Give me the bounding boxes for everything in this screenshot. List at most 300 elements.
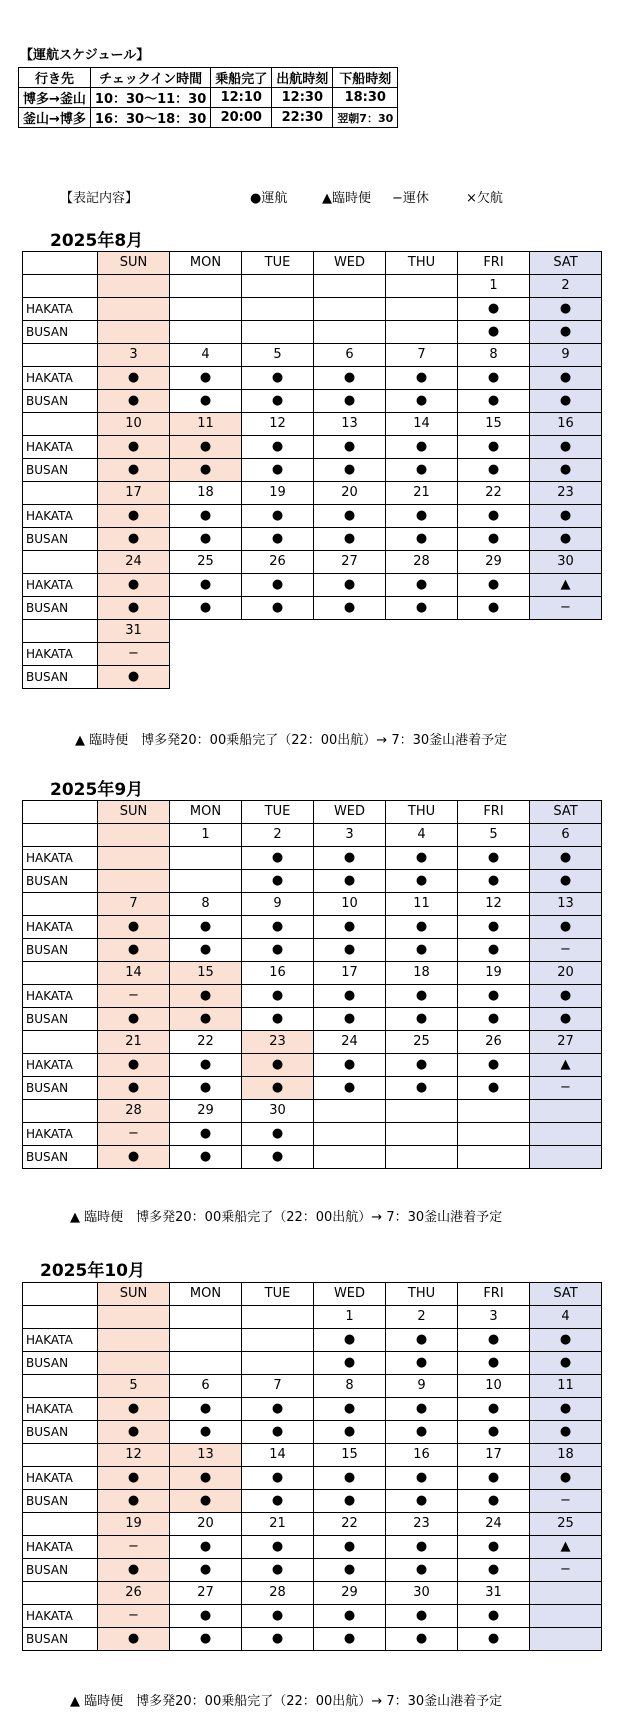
date-cell: 27 — [170, 1582, 242, 1605]
hakata-status-cell: ● — [386, 367, 458, 390]
date-cell: 29 — [458, 551, 530, 574]
route-label: HAKATA — [23, 1329, 98, 1352]
hakata-status-cell — [386, 298, 458, 321]
busan-status-cell: ● — [386, 1490, 458, 1513]
busan-status-cell: ● — [458, 870, 530, 893]
busan-row — [23, 1008, 602, 1031]
route-label: HAKATA — [23, 574, 98, 597]
busan-status-cell: ● — [458, 528, 530, 551]
hakata-status-cell: ▲ — [530, 1536, 602, 1559]
hakata-status-cell — [530, 1123, 602, 1146]
hakata-status-cell: ● — [386, 1536, 458, 1559]
date-cell: 7 — [242, 1375, 314, 1398]
busan-status-cell — [530, 1628, 602, 1651]
date-cell: 11 — [170, 413, 242, 436]
date-row — [23, 551, 602, 574]
date-cell: 1 — [458, 275, 530, 298]
date-cell: 28 — [98, 1100, 170, 1123]
hakata-status-cell: ● — [314, 367, 386, 390]
hakata-row — [23, 436, 602, 459]
busan-status-cell: ● — [314, 459, 386, 482]
busan-status-cell: ● — [314, 390, 386, 413]
hakata-row — [23, 643, 602, 666]
busan-status-cell — [314, 1146, 386, 1169]
hakata-status-cell — [242, 298, 314, 321]
date-cell: 16 — [386, 1444, 458, 1467]
empty-cell — [242, 666, 314, 689]
weekday-header: SUN — [98, 1283, 170, 1306]
hakata-status-cell: ● — [314, 574, 386, 597]
route-label: HAKATA — [23, 916, 98, 939]
busan-status-cell: ● — [386, 597, 458, 620]
date-cell: 20 — [314, 482, 386, 505]
weekday-header: FRI — [458, 252, 530, 275]
busan-status-cell: ● — [314, 1352, 386, 1375]
hakata-status-cell: ● — [530, 1329, 602, 1352]
weekday-header: SUN — [98, 801, 170, 824]
weekday-header: MON — [170, 1283, 242, 1306]
busan-status-cell: ● — [314, 870, 386, 893]
busan-row — [23, 870, 602, 893]
hakata-status-cell: ● — [386, 1329, 458, 1352]
hakata-row — [23, 574, 602, 597]
date-row — [23, 413, 602, 436]
schedule-cell: 釜山→博多 — [19, 108, 91, 128]
corner-cell — [23, 620, 98, 643]
hakata-status-cell: ● — [458, 1398, 530, 1421]
busan-status-cell: ● — [314, 597, 386, 620]
date-cell: 19 — [242, 482, 314, 505]
weekday-header: MON — [170, 252, 242, 275]
busan-status-cell — [242, 1352, 314, 1375]
hakata-status-cell: ● — [170, 985, 242, 1008]
hakata-status-cell: ● — [98, 916, 170, 939]
busan-status-cell — [170, 321, 242, 344]
hakata-status-cell: ● — [314, 436, 386, 459]
busan-status-cell: ● — [458, 939, 530, 962]
date-cell: 27 — [530, 1031, 602, 1054]
date-cell: 19 — [98, 1513, 170, 1536]
date-cell: 5 — [458, 824, 530, 847]
calendar-august — [22, 251, 602, 689]
busan-status-cell — [314, 321, 386, 344]
schedule-header-cell: チェックイン時間 — [90, 68, 210, 88]
hakata-row — [23, 916, 602, 939]
date-cell: 7 — [98, 893, 170, 916]
date-cell: 15 — [170, 962, 242, 985]
busan-status-cell: ● — [242, 1559, 314, 1582]
route-label: BUSAN — [23, 666, 98, 689]
date-cell: 17 — [458, 1444, 530, 1467]
busan-status-cell: ● — [242, 1008, 314, 1031]
busan-status-cell: ● — [98, 1077, 170, 1100]
route-label: BUSAN — [23, 1077, 98, 1100]
calendar-note: ▲ 臨時便 博多発20：00乗船完了（22：00出航）→ 7：30釜山港着予定 — [75, 733, 508, 748]
busan-status-cell: ● — [242, 939, 314, 962]
calendar-note: ▲ 臨時便 博多発20：00乗船完了（22：00出航）→ 7：30釜山港着予定 — [70, 1210, 503, 1225]
busan-status-cell: ● — [386, 870, 458, 893]
hakata-status-cell: ● — [170, 916, 242, 939]
busan-status-cell: ● — [530, 1421, 602, 1444]
hakata-status-cell: ● — [530, 367, 602, 390]
date-cell: 22 — [314, 1513, 386, 1536]
busan-status-cell: ● — [386, 459, 458, 482]
empty-cell — [314, 666, 386, 689]
busan-status-cell: ● — [314, 1628, 386, 1651]
route-label: HAKATA — [23, 1536, 98, 1559]
route-label: BUSAN — [23, 1421, 98, 1444]
empty-cell — [458, 666, 530, 689]
schedule-row — [19, 88, 398, 108]
hakata-status-cell — [314, 1123, 386, 1146]
date-row — [23, 1031, 602, 1054]
busan-status-cell: ● — [386, 390, 458, 413]
busan-status-cell: ● — [530, 321, 602, 344]
empty-cell — [386, 643, 458, 666]
hakata-status-cell: ● — [530, 436, 602, 459]
month-title: 2025年9月 — [50, 780, 144, 800]
hakata-status-cell: ● — [242, 1536, 314, 1559]
busan-status-cell: ● — [98, 459, 170, 482]
busan-status-cell: ● — [170, 1490, 242, 1513]
corner-cell — [23, 1513, 98, 1536]
date-cell: 23 — [386, 1513, 458, 1536]
busan-status-cell: ● — [98, 1559, 170, 1582]
empty-cell — [242, 643, 314, 666]
date-cell: 15 — [458, 413, 530, 436]
busan-status-cell: ● — [170, 1008, 242, 1031]
hakata-row — [23, 985, 602, 1008]
route-label: HAKATA — [23, 1123, 98, 1146]
date-cell: 4 — [170, 344, 242, 367]
route-label: BUSAN — [23, 939, 98, 962]
hakata-status-cell: ● — [458, 916, 530, 939]
date-cell: 26 — [458, 1031, 530, 1054]
date-cell: 27 — [314, 551, 386, 574]
schedule-header-cell: 乗船完了 — [211, 68, 272, 88]
busan-status-cell: ● — [170, 597, 242, 620]
date-cell: 28 — [242, 1582, 314, 1605]
weekday-header: SAT — [530, 1283, 602, 1306]
busan-row — [23, 459, 602, 482]
date-cell: 13 — [530, 893, 602, 916]
date-cell: 3 — [458, 1306, 530, 1329]
hakata-status-cell: ● — [242, 436, 314, 459]
hakata-status-cell: ● — [386, 436, 458, 459]
busan-status-cell — [170, 1352, 242, 1375]
hakata-status-cell: ● — [458, 505, 530, 528]
hakata-status-cell: ● — [242, 367, 314, 390]
schedule-header-cell: 下船時刻 — [333, 68, 398, 88]
busan-status-cell: ● — [314, 1421, 386, 1444]
busan-status-cell: ● — [458, 1628, 530, 1651]
hakata-status-cell — [98, 298, 170, 321]
busan-row — [23, 597, 602, 620]
hakata-status-cell: ● — [530, 298, 602, 321]
route-label: BUSAN — [23, 321, 98, 344]
date-cell: 9 — [242, 893, 314, 916]
busan-status-cell: − — [530, 1490, 602, 1513]
hakata-row — [23, 1536, 602, 1559]
hakata-row — [23, 1467, 602, 1490]
schedule-cell: 20:00 — [211, 108, 272, 128]
hakata-status-cell: ● — [458, 298, 530, 321]
hakata-status-cell: ● — [242, 1123, 314, 1146]
hakata-status-cell: ● — [314, 1054, 386, 1077]
date-cell: 22 — [170, 1031, 242, 1054]
date-cell: 22 — [458, 482, 530, 505]
busan-status-cell: ● — [242, 1628, 314, 1651]
busan-status-cell: ● — [98, 1146, 170, 1169]
month-title: 2025年8月 — [50, 231, 144, 251]
busan-status-cell: ● — [170, 939, 242, 962]
empty-cell — [170, 620, 242, 643]
corner-cell — [23, 1031, 98, 1054]
hakata-status-cell: ● — [386, 985, 458, 1008]
busan-row — [23, 1146, 602, 1169]
corner-cell — [23, 413, 98, 436]
date-cell: 10 — [98, 413, 170, 436]
busan-status-cell: ● — [530, 1008, 602, 1031]
route-label: HAKATA — [23, 1398, 98, 1421]
busan-row — [23, 1421, 602, 1444]
hakata-row — [23, 1605, 602, 1628]
schedule-cell: 18:30 — [333, 88, 398, 108]
empty-cell — [386, 666, 458, 689]
hakata-status-cell: ● — [314, 985, 386, 1008]
date-cell: 10 — [458, 1375, 530, 1398]
date-row — [23, 1306, 602, 1329]
busan-status-cell: ● — [242, 1077, 314, 1100]
busan-status-cell: ● — [458, 1077, 530, 1100]
hakata-status-cell: ● — [530, 916, 602, 939]
hakata-status-cell: ● — [98, 505, 170, 528]
schedule-cell: 16：30〜18：30 — [90, 108, 210, 128]
busan-status-cell: ● — [170, 390, 242, 413]
hakata-status-cell: − — [98, 643, 170, 666]
busan-status-cell: − — [530, 939, 602, 962]
date-cell: 30 — [242, 1100, 314, 1123]
empty-cell — [314, 620, 386, 643]
busan-status-cell — [242, 321, 314, 344]
weekday-header: WED — [314, 801, 386, 824]
date-row — [23, 893, 602, 916]
busan-status-cell — [530, 1146, 602, 1169]
hakata-status-cell — [98, 1329, 170, 1352]
busan-row — [23, 1628, 602, 1651]
busan-status-cell: ● — [386, 1008, 458, 1031]
hakata-status-cell: ● — [386, 1605, 458, 1628]
date-cell: 15 — [314, 1444, 386, 1467]
busan-row — [23, 390, 602, 413]
hakata-status-cell: − — [98, 1536, 170, 1559]
hakata-status-cell: ● — [386, 916, 458, 939]
busan-status-cell: ● — [170, 1146, 242, 1169]
busan-status-cell: ● — [458, 1352, 530, 1375]
date-cell: 20 — [170, 1513, 242, 1536]
weekday-header: TUE — [242, 801, 314, 824]
date-cell: 6 — [170, 1375, 242, 1398]
weekday-header: FRI — [458, 801, 530, 824]
hakata-status-cell: ● — [242, 1398, 314, 1421]
busan-status-cell: − — [530, 1559, 602, 1582]
legend-item-cancelled: ×欠航 — [466, 191, 503, 206]
date-cell: 4 — [386, 824, 458, 847]
corner-cell — [23, 1306, 98, 1329]
weekday-header: FRI — [458, 1283, 530, 1306]
hakata-status-cell: ● — [170, 367, 242, 390]
route-label: BUSAN — [23, 1490, 98, 1513]
date-row — [23, 824, 602, 847]
busan-status-cell: ● — [170, 1077, 242, 1100]
date-cell: 4 — [530, 1306, 602, 1329]
hakata-status-cell — [170, 1329, 242, 1352]
hakata-status-cell: ● — [314, 1398, 386, 1421]
empty-cell — [386, 620, 458, 643]
route-label: BUSAN — [23, 528, 98, 551]
date-cell: 30 — [386, 1582, 458, 1605]
hakata-row — [23, 1123, 602, 1146]
weekday-header-row — [23, 1283, 602, 1306]
busan-status-cell: ● — [458, 321, 530, 344]
hakata-status-cell: ● — [242, 985, 314, 1008]
date-cell: 14 — [386, 413, 458, 436]
corner-cell — [23, 1582, 98, 1605]
date-cell — [314, 275, 386, 298]
calendar-september — [22, 800, 602, 1169]
date-cell — [98, 1306, 170, 1329]
date-cell: 7 — [386, 344, 458, 367]
schedule-header-row — [19, 68, 398, 88]
hakata-status-cell: ● — [98, 1467, 170, 1490]
date-row — [23, 1375, 602, 1398]
hakata-status-cell: ● — [242, 916, 314, 939]
date-cell — [314, 1100, 386, 1123]
hakata-status-cell: ● — [386, 505, 458, 528]
date-cell: 11 — [386, 893, 458, 916]
date-row — [23, 1444, 602, 1467]
hakata-row — [23, 847, 602, 870]
hakata-status-cell: ● — [242, 505, 314, 528]
busan-status-cell: ● — [170, 1559, 242, 1582]
busan-status-cell — [98, 870, 170, 893]
busan-row — [23, 1077, 602, 1100]
hakata-status-cell: ● — [170, 1054, 242, 1077]
date-cell: 3 — [314, 824, 386, 847]
date-row — [23, 482, 602, 505]
schedule-cell: 12:10 — [211, 88, 272, 108]
busan-status-cell: ● — [170, 1421, 242, 1444]
hakata-status-cell: ● — [314, 1605, 386, 1628]
corner-cell — [23, 275, 98, 298]
busan-status-cell: ● — [458, 1008, 530, 1031]
calendar-october — [22, 1282, 602, 1651]
corner-cell — [23, 801, 98, 824]
date-cell: 12 — [98, 1444, 170, 1467]
corner-cell — [23, 1100, 98, 1123]
calendar-note: ▲ 臨時便 博多発20：00乗船完了（22：00出航）→ 7：30釜山港着予定 — [70, 1694, 503, 1709]
route-label: BUSAN — [23, 1352, 98, 1375]
date-row — [23, 275, 602, 298]
month-title: 2025年10月 — [40, 1261, 145, 1281]
hakata-status-cell: ● — [242, 847, 314, 870]
route-label: HAKATA — [23, 847, 98, 870]
busan-status-cell: ● — [530, 390, 602, 413]
busan-status-cell: ● — [98, 939, 170, 962]
hakata-status-cell: ● — [314, 505, 386, 528]
busan-status-cell: ● — [530, 1352, 602, 1375]
busan-status-cell: ● — [458, 597, 530, 620]
busan-status-cell: ● — [170, 528, 242, 551]
date-row — [23, 1100, 602, 1123]
route-label: BUSAN — [23, 459, 98, 482]
weekday-header: SAT — [530, 801, 602, 824]
hakata-status-cell: ● — [170, 1398, 242, 1421]
hakata-status-cell: ● — [458, 1054, 530, 1077]
busan-status-cell — [98, 1352, 170, 1375]
busan-status-cell: ● — [98, 666, 170, 689]
date-cell: 9 — [386, 1375, 458, 1398]
route-label: BUSAN — [23, 390, 98, 413]
weekday-header: WED — [314, 252, 386, 275]
hakata-status-cell: ● — [458, 436, 530, 459]
busan-status-cell: ● — [386, 939, 458, 962]
date-cell: 17 — [314, 962, 386, 985]
busan-status-cell: ● — [98, 597, 170, 620]
hakata-status-cell — [530, 1605, 602, 1628]
route-label: BUSAN — [23, 1146, 98, 1169]
hakata-status-cell: ● — [314, 1329, 386, 1352]
date-cell: 10 — [314, 893, 386, 916]
hakata-status-cell: − — [98, 985, 170, 1008]
hakata-status-cell: ● — [458, 985, 530, 1008]
date-cell: 25 — [530, 1513, 602, 1536]
schedule-cell: 博多→釜山 — [19, 88, 91, 108]
route-label: BUSAN — [23, 1628, 98, 1651]
hakata-status-cell: ● — [98, 574, 170, 597]
busan-status-cell: ● — [98, 1628, 170, 1651]
schedule-cell: 10：30〜11：30 — [90, 88, 210, 108]
date-cell: 26 — [98, 1582, 170, 1605]
busan-status-cell: ● — [386, 1421, 458, 1444]
hakata-status-cell: ● — [98, 367, 170, 390]
busan-status-cell: ● — [314, 528, 386, 551]
hakata-status-cell — [386, 1123, 458, 1146]
date-cell: 21 — [242, 1513, 314, 1536]
busan-status-cell: ● — [314, 939, 386, 962]
date-cell: 19 — [458, 962, 530, 985]
hakata-status-cell: ● — [530, 985, 602, 1008]
busan-status-cell: − — [530, 597, 602, 620]
legend-item-operating: ●運航 — [250, 191, 288, 206]
busan-status-cell: ● — [242, 1421, 314, 1444]
busan-status-cell: ● — [530, 459, 602, 482]
hakata-status-cell: ● — [170, 1605, 242, 1628]
empty-cell — [458, 643, 530, 666]
corner-cell — [23, 962, 98, 985]
busan-status-cell: ● — [386, 1628, 458, 1651]
hakata-status-cell: ● — [458, 574, 530, 597]
hakata-status-cell: ● — [314, 916, 386, 939]
hakata-status-cell: ● — [386, 847, 458, 870]
empty-cell — [530, 643, 602, 666]
busan-status-cell: ● — [458, 1421, 530, 1444]
route-label: BUSAN — [23, 1008, 98, 1031]
weekday-header-row — [23, 801, 602, 824]
date-cell: 5 — [242, 344, 314, 367]
busan-row — [23, 666, 602, 689]
empty-cell — [170, 666, 242, 689]
